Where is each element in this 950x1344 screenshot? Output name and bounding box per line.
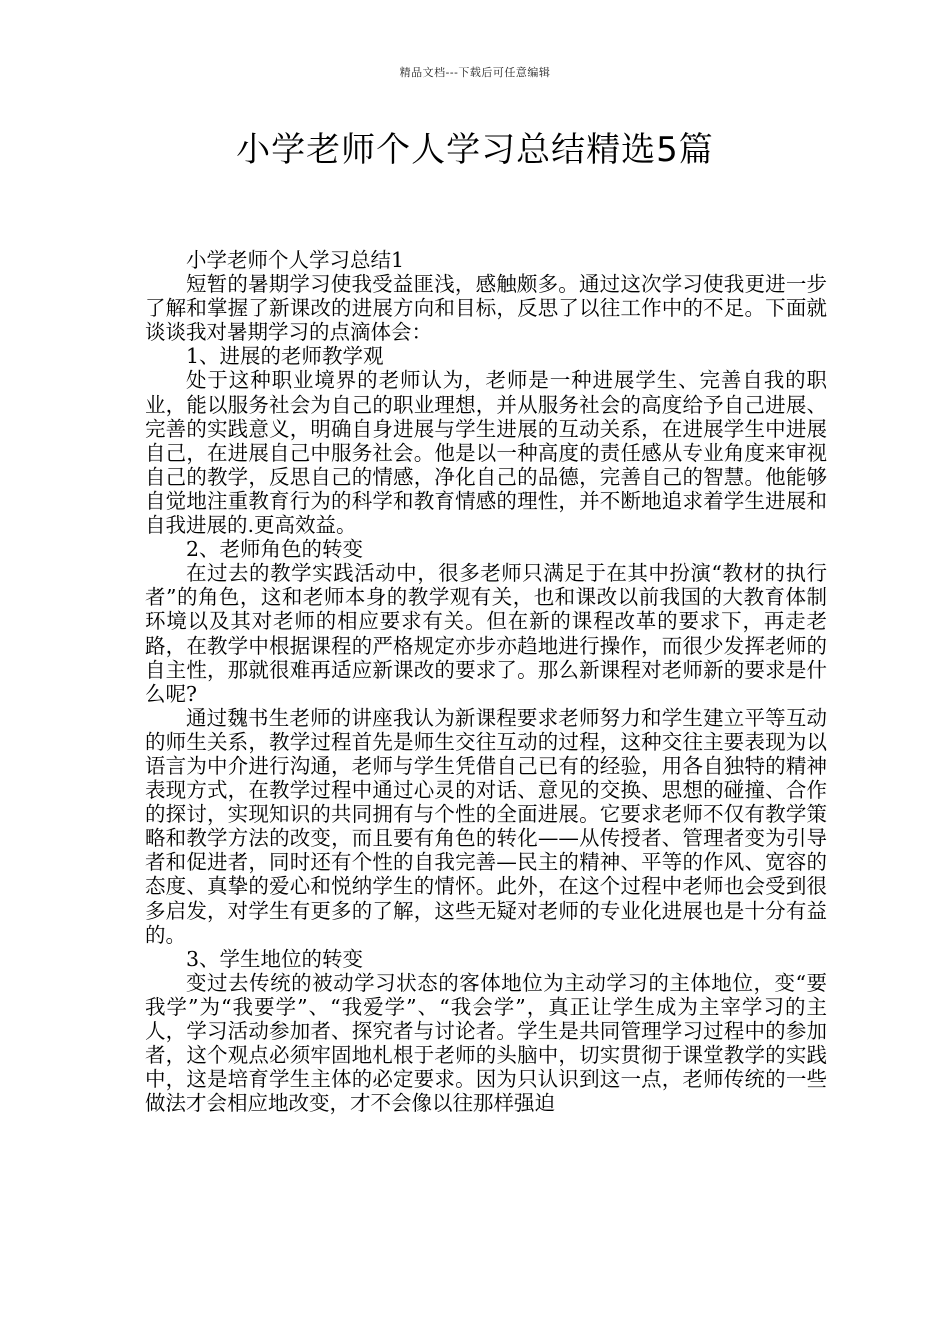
paragraph: 处于这种职业境界的老师认为，老师是一种进展学生、完善自我的职业，能以服务社会为自己的职业理想，并从服务社会的高度给予自己进展、完善的实践意义，明确自身进展与学生进展的互动关系，在进展学生中进展自己，在进展自己中服务社会。他是以一种高度的责任感从专业角度来审视自己的教学，反思自己的情感，净化自己的品德，完善自己的智慧。他能够自觉地注重教育行为的科学和教育情感的理性，并不断地追求着学生进展和自我进展的.更高效益。 <box>145 368 827 538</box>
section-heading-1: 小学老师个人学习总结1 <box>186 248 405 272</box>
paragraph: 在过去的教学实践活动中，很多老师只满足于在其中扮演“教材的执行者”的角色，这和老师本身的教学观有关，也和课改以前我国的大教育体制环境以及其对老师的相应要求有关。但在新的课程改革的要求下，再走老路，在教学中根据课程的严格规定亦步亦趋地进行操作，而很少发挥老师的自主性，那就很难再适应新课改的要求了。那么新课程对老师新的要求是什么呢? <box>145 561 827 706</box>
paragraph: 短暂的暑期学习使我受益匪浅，感触颇多。通过这次学习使我更进一步了解和掌握了新课改的进展方向和目标，反思了以往工作中的不足。下面就谈谈我对暑期学习的点滴体会： <box>145 272 827 345</box>
subheading: 3、学生地位的转变 <box>186 946 364 971</box>
paragraph: 变过去传统的被动学习状态的客体地位为主动学习的主体地位，变“要我学”为“我要学”、“我爱学”、“我会学”，真正让学生成为主宰学习的主人，学习活动参加者、探究者与讨论者。学生是共同管理学习过程中的参加者，这个观点必须牢固地札根于老师的头脑中，切实贯彻于课堂教学的实践中，这是培育学生主体的必定要求。因为只认识到这一点，老师传统的一些做法才会相应地改变，才不会像以往那样强迫 <box>145 970 827 1116</box>
header-note: 精品文档---下载后可任意编辑 <box>399 66 551 79</box>
subheading: 2、老师角色的转变 <box>186 537 364 562</box>
subheading: 1、进展的老师教学观 <box>186 344 384 369</box>
paragraph: 通过魏书生老师的讲座我认为新课程要求老师努力和学生建立平等互动的师生关系，教学过程首先是师生交往互动的过程，这种交往主要表现为以语言为中介进行沟通，老师与学生凭借自己已有的经验，用各自独特的精神表现方式，在教学过程中通过心灵的对话、意见的交换、思想的碰撞、合作的探讨，实现知识的共同拥有与个性的全面进展。它要求老师不仅有教学策略和教学方法的改变，而且要有角色的转化——从传授者、管理者变为引导者和促进者，同时还有个性的自我完善—民主的精神、平等的作风、宽容的态度、真挚的爱心和悦纳学生的情怀。此外，在这个过程中老师也会受到很多启发，对学生有更多的了解，这些无疑对老师的专业化进展也是十分有益的。 <box>145 705 827 947</box>
document-title: 小学老师个人学习总结精选5篇 <box>236 130 714 170</box>
document-body <box>145 248 827 1115</box>
